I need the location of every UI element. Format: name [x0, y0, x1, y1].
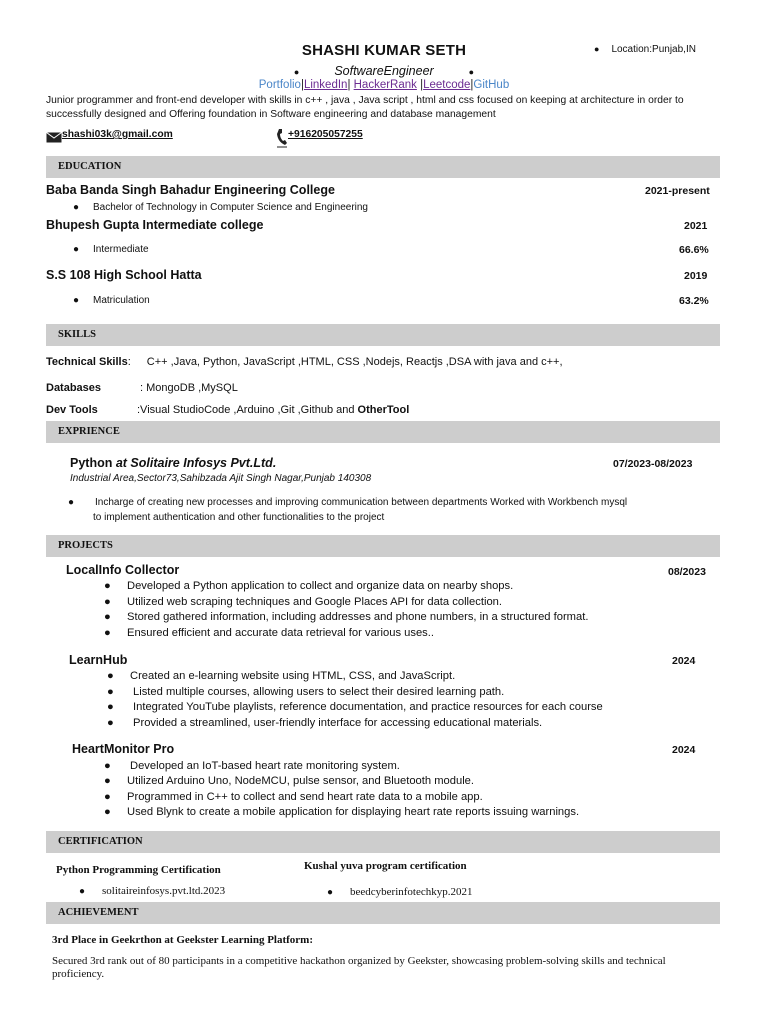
phone-number[interactable]: +916205057255: [288, 129, 363, 140]
email-text: shashi03k@gmail.com: [62, 129, 173, 140]
bullet: ●: [104, 596, 111, 608]
section-title: PROJECTS: [58, 540, 113, 551]
bullet: ●: [73, 295, 80, 306]
bullet: ●: [79, 886, 86, 897]
devtools-label: Dev Tools: [46, 404, 98, 416]
project-bullet: Developed an IoT-based heart rate monitoring system.: [130, 760, 400, 772]
bullet: ●: [104, 806, 111, 818]
experience-header: [46, 421, 720, 443]
bullet: ●: [327, 887, 334, 898]
bullet: ●: [107, 701, 114, 713]
certification-issuer: beedcyberinfotechkyp.2021: [350, 886, 473, 898]
project-bullet: Created an e-learning website using HTML, CSS, and JavaScript.: [130, 670, 456, 682]
bullet: ●: [468, 67, 475, 77]
education-date: 2021: [684, 220, 708, 232]
devtools-value: :Visual StudioCode ,Arduino ,Git ,Github and OtherTool: [137, 404, 410, 416]
certification-header: [46, 831, 720, 853]
technical-skills-row: [46, 356, 563, 368]
section-title: SKILLS: [58, 329, 96, 340]
experience-address: Industrial Area,Sector73,Sahibzada Ajit Singh Nagar,Punjab 140308: [70, 473, 372, 484]
phone-icon: [276, 128, 288, 153]
education-date: 2019: [684, 270, 708, 282]
certification-issuer: solitaireinfosys.pvt.ltd.2023: [102, 885, 226, 897]
project-bullet: Listed multiple courses, allowing users to select their desired learning path.: [133, 686, 505, 698]
project-name: LocalInfo Collector: [66, 563, 180, 577]
summary: Junior programmer and front-end developer with skills in c++ , java , Java script , html and css focused on keeping at architecture in order to successfully designed and Offering foundation in Software engineering and database management: [46, 95, 684, 120]
education-date: 2021-present: [645, 185, 710, 197]
achievement-header: [46, 902, 720, 924]
certification-name: Kushal yuva program certification: [304, 860, 467, 872]
project-bullet: Utilized web scraping techniques and Google Places API for data collection.: [127, 596, 502, 608]
hackerrank-link[interactable]: HackerRank: [353, 79, 417, 91]
email-link[interactable]: [62, 129, 277, 140]
bullet: ●: [104, 791, 111, 803]
section-title: ACHIEVEMENT: [58, 907, 139, 918]
experience-description-line1: Incharge of creating new processes and improving communication between departments Worked with Workbench mysql: [95, 497, 628, 508]
bullet: ●: [104, 760, 111, 772]
project-date: 08/2023: [668, 566, 706, 578]
experience-description-line2: to implement authentication and other functionalities to the project: [93, 512, 385, 523]
bullet: ●: [107, 717, 114, 729]
project-bullet: Stored gathered information, including addresses and phone numbers, in a structured format.: [127, 611, 589, 623]
role-text: SoftwareEngineer: [334, 64, 434, 78]
project-bullet: Provided a streamlined, user-friendly interface for accessing educational materials.: [133, 717, 543, 729]
experience-date: 07/2023-08/2023: [613, 458, 693, 470]
bullet: ●: [73, 244, 80, 255]
bullet: ●: [104, 627, 111, 639]
project-bullet: Integrated YouTube playlists, reference documentation, and practice resources for each course: [133, 701, 603, 713]
project-bullet: Ensured efficient and accurate data retrieval for various uses..: [127, 627, 434, 639]
envelope-icon: [46, 130, 62, 148]
skill-label: Technical Skills: [46, 356, 128, 368]
profile-links: Portfolio|LinkedIn| HackerRank |Leetcode|GitHub: [258, 79, 510, 91]
school-name: Baba Banda Singh Bahadur Engineering College: [46, 183, 335, 197]
job-role: [0, 64, 768, 78]
achievement-description: Secured 3rd rank out of 80 participants in a competitive hackathon organized by Geekster, showcasing problem-solving skills and technical proficiency.: [52, 955, 666, 980]
degree: Matriculation: [93, 295, 150, 306]
bullet: ●: [594, 44, 600, 54]
project-bullet: Developed a Python application to collect and organize data on nearby shops.: [127, 580, 514, 592]
skills-header: [46, 324, 720, 346]
linkedin-link[interactable]: LinkedIn: [303, 79, 348, 91]
github-link[interactable]: GitHub: [473, 79, 510, 91]
section-title: EXPRIENCE: [58, 426, 120, 437]
project-date: 2024: [672, 744, 696, 756]
location-text: Location:Punjab,IN: [611, 44, 696, 55]
bullet: ●: [73, 202, 80, 213]
bullet: ●: [107, 686, 114, 698]
bullet: ●: [68, 497, 75, 508]
skill-colon: :: [127, 356, 131, 368]
experience-title: Python at Solitaire Infosys Pvt.Ltd.: [70, 456, 277, 470]
databases-value: : MongoDB ,MySQL: [140, 382, 238, 394]
location: [594, 44, 696, 55]
section-title: CERTIFICATION: [58, 836, 143, 847]
education-header: [46, 156, 720, 178]
education-score: 66.6%: [679, 244, 709, 256]
degree: Intermediate: [93, 244, 149, 255]
achievement-title: 3rd Place in Geekrthon at Geekster Learning Platform:: [52, 934, 313, 946]
project-date: 2024: [672, 655, 696, 667]
bullet: ●: [104, 580, 111, 592]
candidate-name: SHASHI KUMAR SETH: [301, 42, 467, 59]
bullet: ●: [107, 670, 114, 682]
education-score: 63.2%: [679, 295, 709, 307]
bullet: ●: [104, 611, 111, 623]
project-name: HeartMonitor Pro: [72, 742, 175, 756]
certification-name: Python Programming Certification: [56, 864, 221, 876]
school-name: S.S 108 High School Hatta: [46, 268, 202, 282]
project-bullet: Utilized Arduino Uno, NodeMCU, pulse sensor, and Bluetooth module.: [127, 775, 475, 787]
portfolio-link[interactable]: Portfolio: [258, 79, 301, 91]
bullet: ●: [293, 67, 300, 77]
projects-header: [46, 535, 720, 557]
section-title: EDUCATION: [58, 161, 122, 172]
project-bullet: Used Blynk to create a mobile application for displaying heart rate reports issuing warnings.: [127, 806, 580, 818]
bullet: ●: [104, 775, 111, 787]
project-bullet: Programmed in C++ to collect and send heart rate data to a mobile app.: [127, 791, 483, 803]
databases-label: Databases: [46, 382, 102, 394]
degree: Bachelor of Technology in Computer Science and Engineering: [93, 202, 368, 213]
skill-value: C++ ,Java, Python, JavaScript ,HTML, CSS ,Nodejs, Reactjs ,DSA with java and c++,: [146, 356, 563, 368]
project-name: LearnHub: [69, 653, 128, 667]
leetcode-link[interactable]: Leetcode: [423, 79, 471, 91]
school-name: Bhupesh Gupta Intermediate college: [46, 218, 264, 232]
